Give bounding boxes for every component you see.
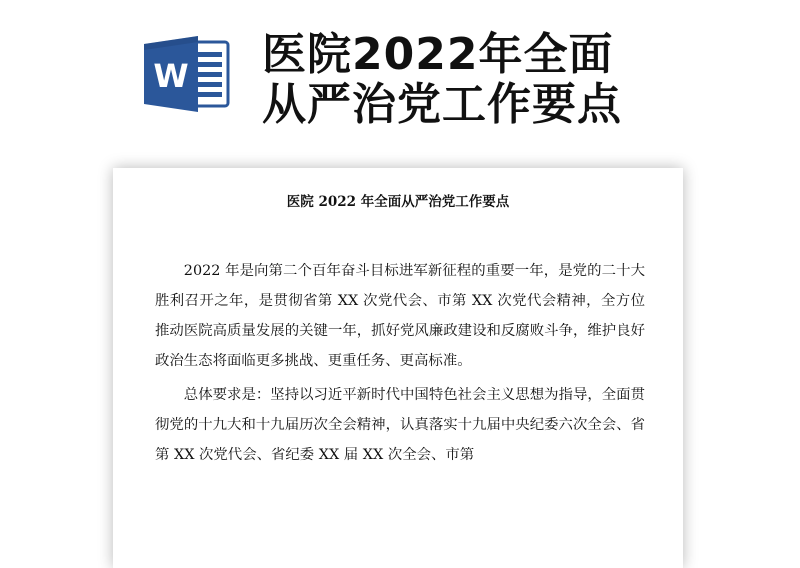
page-title-line-1: 医院2022年全面 xyxy=(262,29,614,80)
word-icon-letter: W xyxy=(153,57,189,95)
header xyxy=(0,0,800,150)
document-body xyxy=(155,256,645,474)
document-page xyxy=(113,168,683,568)
paragraph: 总体要求是：坚持以习近平新时代中国特色社会主义思想为指导，全面贯彻党的十九大和十九届历次全会精神，认真落实十九届中央纪委六次全会、省第 XX 次党代会、省纪委 XX 届 XX 次全会、市第 xyxy=(155,387,645,463)
page-title xyxy=(262,30,782,130)
page-title-line-2: 从严治党工作要点 xyxy=(262,79,622,130)
paragraph: 2022 年是向第二个百年奋斗目标进军新征程的重要一年，是党的二十大胜利召开之年，是贯彻省第 XX 次党代会、市第 XX 次党代会精神，全方位推动医院高质量发展的关键一年，抓好党风廉政建设和反腐败斗争，维护良好政治生态将面临更多挑战、更重任务、更高标准。 xyxy=(155,263,645,369)
document-title: 医院 2022 年全面从严治党工作要点 xyxy=(286,194,510,210)
word-document-icon xyxy=(140,34,232,114)
